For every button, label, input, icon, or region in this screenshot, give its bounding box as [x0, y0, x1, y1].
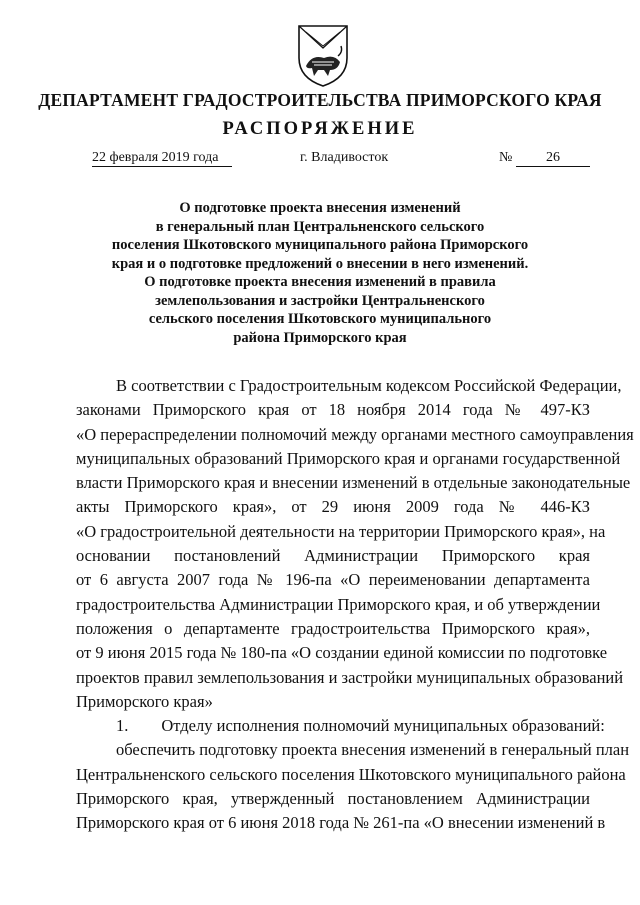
title-line: в генеральный план Центральненского сельского [155, 218, 485, 235]
department-name: ДЕПАРТАМЕНТ ГРАДОСТРОИТЕЛЬСТВА ПРИМОРСКОГО КРАЯ [38, 90, 602, 110]
document-date: 22 февраля 2019 года [92, 150, 232, 167]
body-line: муниципальных образований Приморского края и органами государственной [76, 448, 621, 468]
body-line: Центральненского сельского поселения Шкотовского муниципального района [76, 764, 626, 784]
title-line: района Приморского края [233, 329, 407, 346]
body-line: законами Приморского края от 18 ноября 2014 года № 497-КЗ [76, 400, 590, 420]
title-line: поселения Шкотовского муниципального района Приморского [111, 237, 529, 253]
body-line: проектов правил землепользования и застройки муниципальных образований [76, 667, 624, 687]
body-line: акты Приморского края», от 29 июня 2009 года № 446-КЗ [76, 497, 590, 517]
title-line: сельского поселения Шкотовского муниципального [148, 311, 492, 327]
body-line: от 6 августа 2007 года № 196-па «О переименовании департамента [76, 570, 590, 590]
document-title [110, 199, 530, 347]
body-line: 1. Отделу исполнения полномочий муниципальных образований: [116, 716, 605, 736]
body-line: градостроительства Администрации Приморского края, и об утверждении [76, 594, 601, 614]
body-line: В соответствии с Градостроительным кодексом Российской Федерации, [116, 376, 622, 395]
body-line: «О градостроительной деятельности на территории Приморского края», на [76, 521, 606, 541]
body-line: от 9 июня 2015 года № 180-па «О создании единой комиссии по подготовке [76, 643, 608, 663]
body-line: положения о департаменте градостроительства Приморского края», [76, 618, 590, 638]
body-line: власти Приморского края и внесении изменений в отдельные законодательные [76, 473, 631, 493]
title-line: О подготовке проекта внесения изменений [179, 200, 461, 216]
document-number-label: № [499, 150, 513, 165]
title-line: землепользования и застройки Центральненского [155, 292, 485, 309]
document-number: 26 [516, 150, 590, 167]
coat-of-arms-emblem [294, 18, 352, 88]
body-line: «О перераспределении полномочий между органами местного самоуправления [76, 424, 634, 444]
body-line: обеспечить подготовку проекта внесения изменений в генеральный план [116, 740, 630, 760]
body-line: основании постановлений Администрации Приморского края [76, 546, 590, 566]
document-city: г. Владивосток [300, 150, 389, 165]
title-line: О подготовке проекта внесения изменений в правила [144, 274, 496, 290]
document-body [76, 374, 634, 836]
body-line: Приморского края, утвержденный постановлением Администрации [76, 789, 590, 809]
body-line: Приморского края от 6 июня 2018 года № 261-па «О внесении изменений в [76, 813, 606, 833]
title-line: края и о подготовке предложений о внесении в него изменений. [111, 255, 529, 272]
body-line: Приморского края» [76, 691, 213, 711]
document-type: РАСПОРЯЖЕНИЕ [222, 119, 418, 139]
